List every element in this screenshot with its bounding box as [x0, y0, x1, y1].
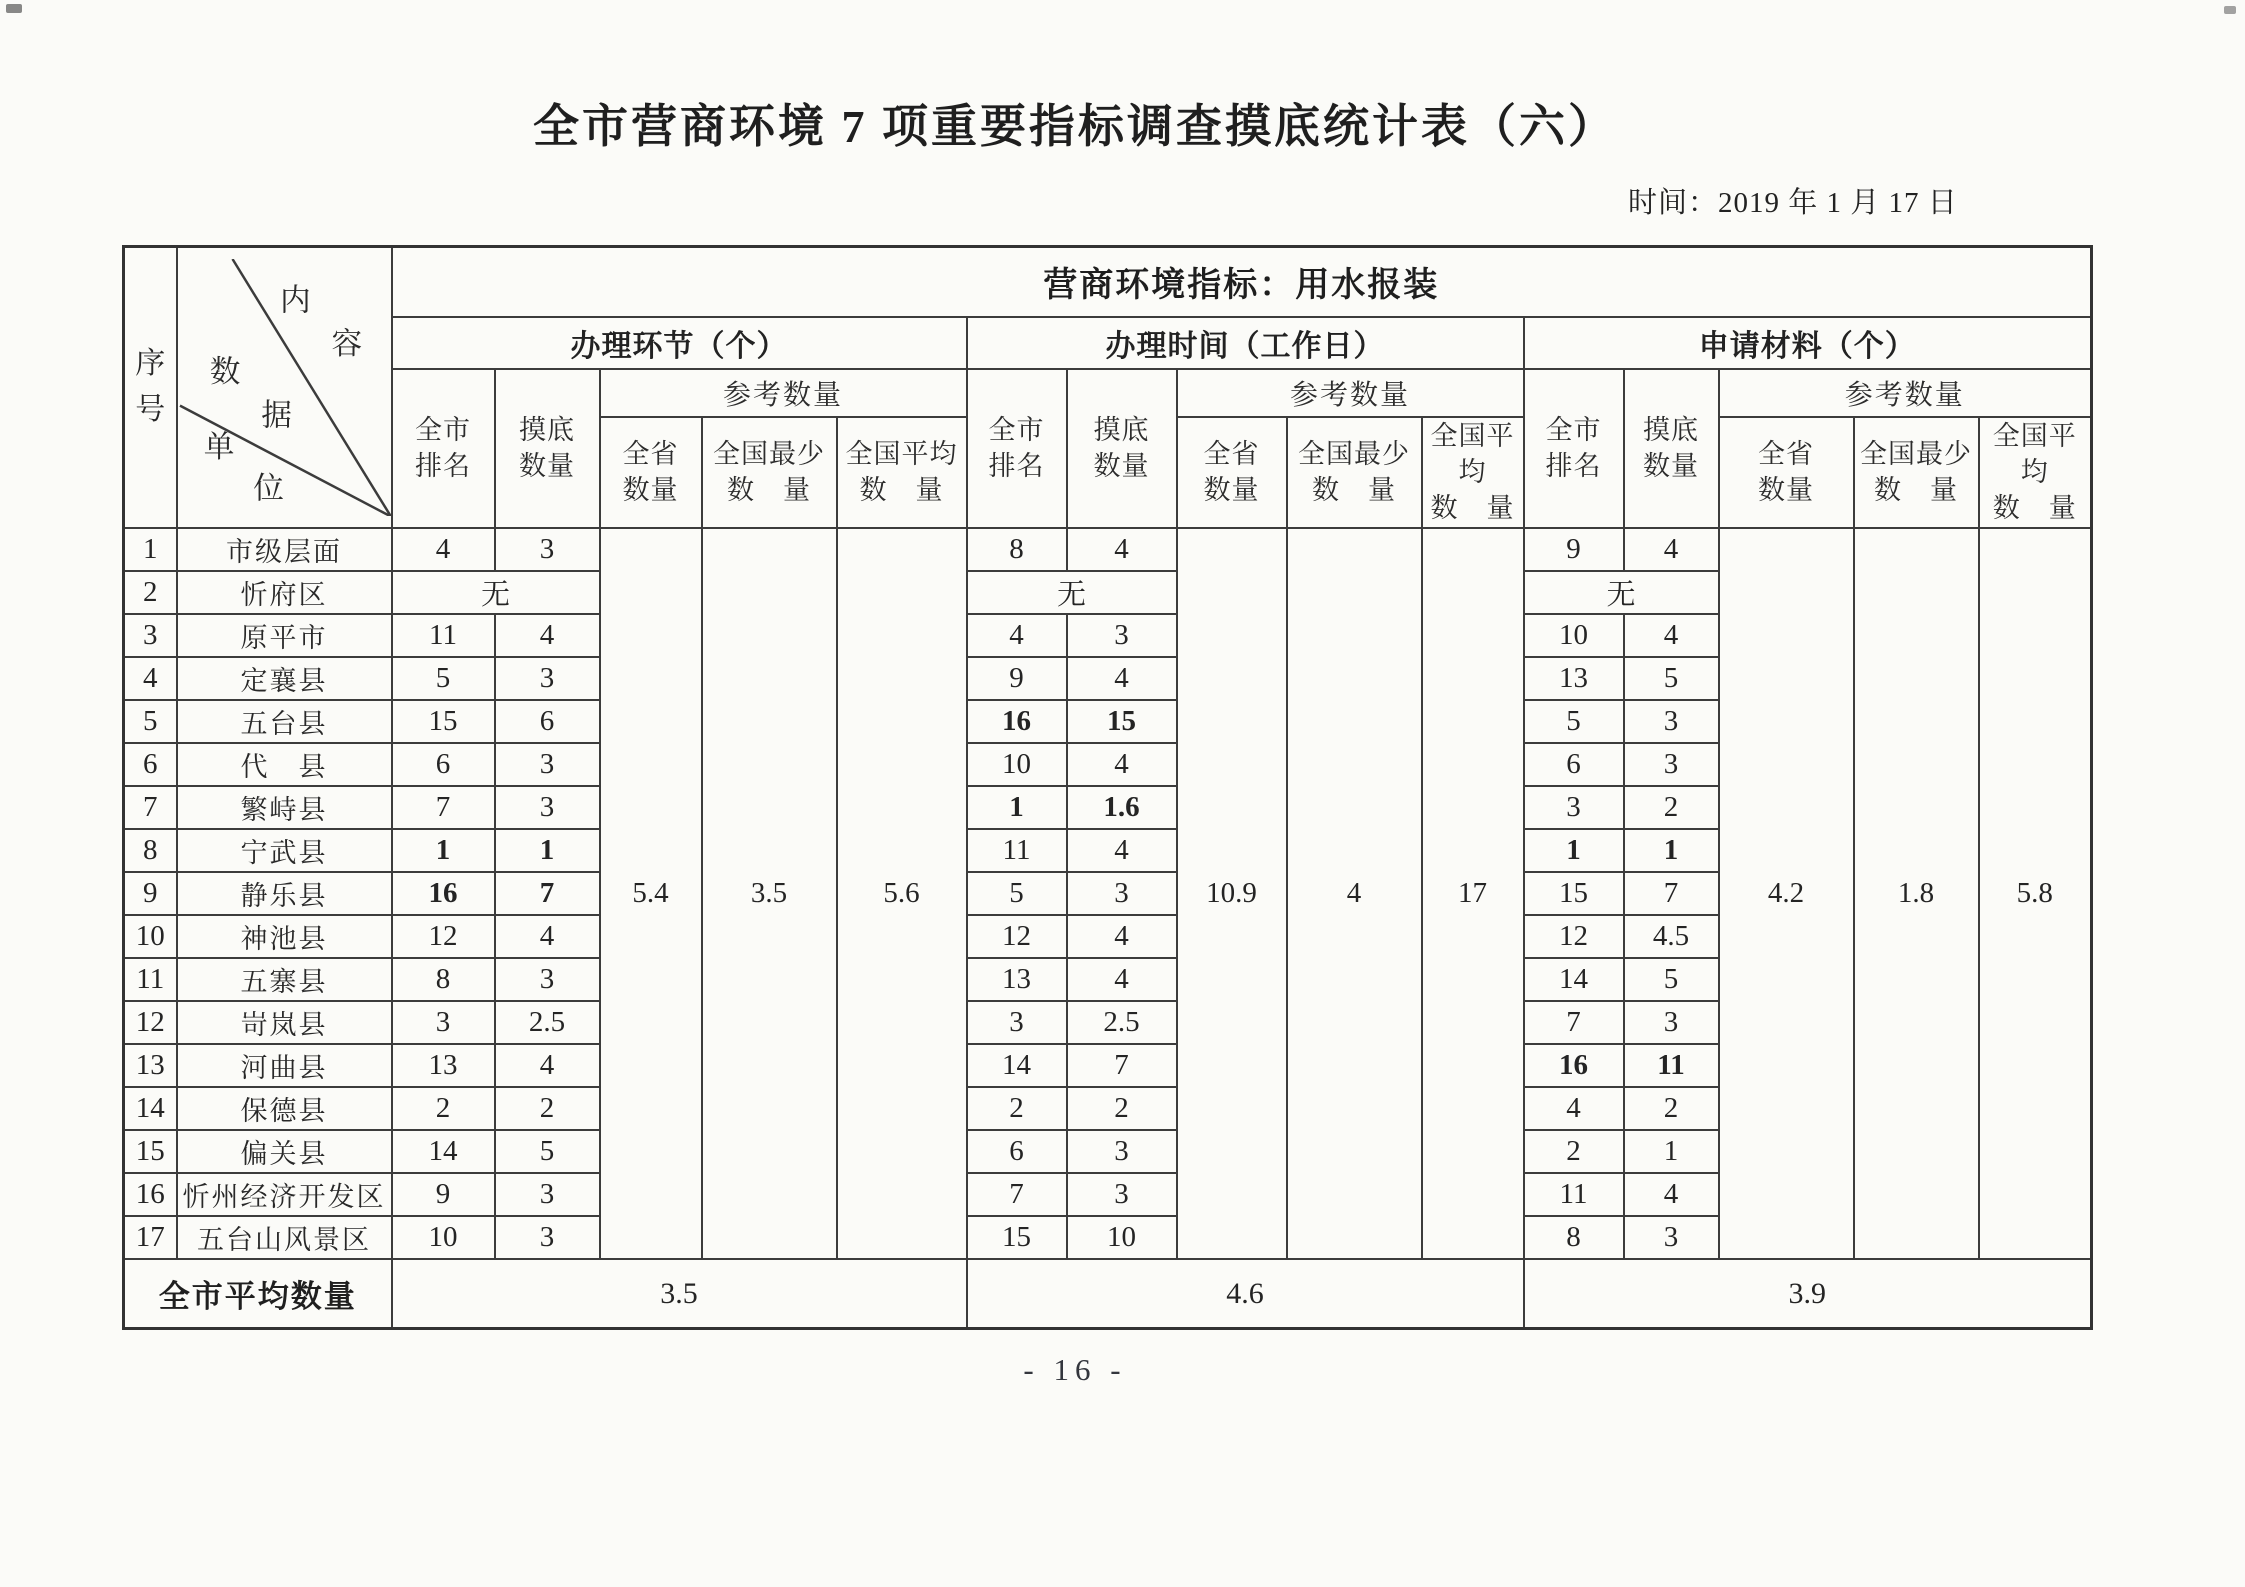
svg-text:单: 单: [203, 429, 234, 464]
cell-survey: 10: [1067, 1216, 1177, 1259]
row-name: 五寨县: [177, 958, 392, 1001]
cell-rank: 5: [392, 657, 495, 700]
cell-survey: 5: [1624, 657, 1719, 700]
cell-survey: 5: [495, 1130, 600, 1173]
cell-survey: 4: [1067, 657, 1177, 700]
page-title: 全市营商环境 7 项重要指标调查摸底统计表（六）: [533, 101, 1617, 152]
col-header-survey: 摸底 数量: [1624, 369, 1719, 528]
cell-survey: 6: [495, 700, 600, 743]
cell-survey: 3: [495, 786, 600, 829]
row-name: 宁武县: [177, 829, 392, 872]
cell-rank: 12: [1524, 915, 1624, 958]
cell-survey: 4: [495, 915, 600, 958]
row-name: 忻州经济开发区: [177, 1173, 392, 1216]
cell-reference: 1.8: [1854, 528, 1979, 1259]
svg-text:据: 据: [260, 398, 292, 433]
row-name: 五台县: [177, 700, 392, 743]
cell-survey: 4.5: [1624, 915, 1719, 958]
col-header-survey: 摸底 数量: [1067, 369, 1177, 528]
cell-rank: 11: [1524, 1173, 1624, 1216]
row-number: 5: [124, 700, 177, 743]
cell-rank: 14: [967, 1044, 1067, 1087]
seq-header-label: 序号: [135, 346, 166, 427]
cell-rank: 11: [392, 614, 495, 657]
cell-survey: 3: [1067, 872, 1177, 915]
cell-rank: 6: [1524, 743, 1624, 786]
cell-survey: 4: [1067, 829, 1177, 872]
cell-survey: 4: [1067, 958, 1177, 1001]
cell-survey: 15: [1067, 700, 1177, 743]
row-name: 岢岚县: [177, 1001, 392, 1044]
col-header-national-min: 全国最少 数 量: [702, 417, 837, 528]
scan-artifact: [2224, 6, 2236, 14]
cell-rank: 7: [967, 1173, 1067, 1216]
cell-rank: 2: [1524, 1130, 1624, 1173]
cell-rank: 4: [392, 528, 495, 571]
cell-survey: 2.5: [495, 1001, 600, 1044]
cell-rank: 3: [967, 1001, 1067, 1044]
cell-survey: 3: [495, 657, 600, 700]
cell-reference: 3.5: [702, 528, 837, 1259]
cell-rank: 16: [392, 872, 495, 915]
col-header-rank: 全市 排名: [967, 369, 1067, 528]
cell-rank: 13: [967, 958, 1067, 1001]
footer-row: [124, 1259, 2092, 1329]
cell-survey: 3: [1624, 1216, 1719, 1259]
row-number: 13: [124, 1044, 177, 1087]
row-number: 16: [124, 1173, 177, 1216]
cell-reference: 10.9: [1177, 528, 1287, 1259]
cell-rank: 3: [392, 1001, 495, 1044]
cell-survey: 7: [1067, 1044, 1177, 1087]
cell-rank: 5: [967, 872, 1067, 915]
cell-reference: 5.4: [600, 528, 702, 1259]
row-number: 3: [124, 614, 177, 657]
footer-avg-materials: 3.9: [1524, 1259, 2092, 1329]
row-number: 15: [124, 1130, 177, 1173]
svg-text:数: 数: [209, 354, 240, 389]
cell-none: 无: [967, 571, 1177, 614]
cell-survey: 4: [1624, 614, 1719, 657]
table-body: [124, 528, 2092, 1259]
col-header-national-avg: 全国平均 数 量: [1979, 417, 2092, 528]
cell-rank: 3: [1524, 786, 1624, 829]
row-number: 12: [124, 1001, 177, 1044]
cell-survey: 4: [495, 1044, 600, 1087]
cell-rank: 12: [967, 915, 1067, 958]
footer-label: 全市平均数量: [124, 1259, 392, 1329]
cell-survey: 4: [1067, 743, 1177, 786]
group-header-steps: 办理环节（个）: [392, 317, 967, 369]
cell-survey: 2.5: [1067, 1001, 1177, 1044]
cell-survey: 1: [495, 829, 600, 872]
cell-survey: 4: [495, 614, 600, 657]
cell-survey: 3: [1067, 614, 1177, 657]
row-number: 8: [124, 829, 177, 872]
table-corner-diagonal: [177, 247, 392, 528]
row-number: 2: [124, 571, 177, 614]
cell-survey: 4: [1067, 528, 1177, 571]
cell-survey: 1: [1624, 829, 1719, 872]
cell-rank: 10: [1524, 614, 1624, 657]
row-number: 6: [124, 743, 177, 786]
cell-rank: 7: [392, 786, 495, 829]
cell-rank: 4: [967, 614, 1067, 657]
row-number: 10: [124, 915, 177, 958]
row-number: 1: [124, 528, 177, 571]
row-number: 17: [124, 1216, 177, 1259]
cell-survey: 3: [1624, 700, 1719, 743]
cell-survey: 3: [1624, 743, 1719, 786]
cell-rank: 9: [392, 1173, 495, 1216]
cell-rank: 9: [967, 657, 1067, 700]
group-header-time: 办理时间（工作日）: [967, 317, 1524, 369]
group-header-materials: 申请材料（个）: [1524, 317, 2092, 369]
seq-header: [124, 247, 177, 528]
cell-survey: 3: [1067, 1173, 1177, 1216]
row-number: 9: [124, 872, 177, 915]
cell-rank: 15: [1524, 872, 1624, 915]
cell-rank: 2: [967, 1087, 1067, 1130]
svg-text:容: 容: [331, 326, 362, 361]
footer-avg-steps: 3.5: [392, 1259, 967, 1329]
col-header-national-avg: 全国平均 数 量: [837, 417, 967, 528]
row-number: 7: [124, 786, 177, 829]
table-row: [124, 528, 2092, 571]
cell-rank: 9: [1524, 528, 1624, 571]
cell-survey: 2: [1624, 786, 1719, 829]
svg-text:位: 位: [252, 471, 284, 506]
col-header-national-min: 全国最少 数 量: [1854, 417, 1979, 528]
col-header-province: 全省 数量: [600, 417, 702, 528]
indicator-row: [124, 247, 2092, 317]
cell-survey: 3: [495, 743, 600, 786]
row-name: 定襄县: [177, 657, 392, 700]
cell-survey: 3: [1067, 1130, 1177, 1173]
col-header-national-avg: 全国平均 数 量: [1422, 417, 1524, 528]
cell-rank: 15: [392, 700, 495, 743]
cell-survey: 1: [1624, 1130, 1719, 1173]
cell-survey: 4: [1624, 528, 1719, 571]
row-name: 保德县: [177, 1087, 392, 1130]
cell-reference: 4: [1287, 528, 1422, 1259]
cell-rank: 11: [967, 829, 1067, 872]
row-name: 偏关县: [177, 1130, 392, 1173]
row-name: 市级层面: [177, 528, 392, 571]
row-number: 14: [124, 1087, 177, 1130]
reference-header: 参考数量: [1177, 369, 1524, 417]
row-name: 代 县: [177, 743, 392, 786]
row-name: 五台山风景区: [177, 1216, 392, 1259]
col-header-national-min: 全国最少 数 量: [1287, 417, 1422, 528]
scan-artifact: [6, 4, 22, 13]
cell-rank: 16: [1524, 1044, 1624, 1087]
statistics-table: [122, 245, 2093, 1330]
cell-reference: 4.2: [1719, 528, 1854, 1259]
col-header-province: 全省 数量: [1719, 417, 1854, 528]
cell-rank: 12: [392, 915, 495, 958]
cell-rank: 13: [392, 1044, 495, 1087]
footer-avg-time: 4.6: [967, 1259, 1524, 1329]
cell-rank: 4: [1524, 1087, 1624, 1130]
cell-survey: 1.6: [1067, 786, 1177, 829]
cell-rank: 1: [1524, 829, 1624, 872]
cell-survey: 5: [1624, 958, 1719, 1001]
cell-reference: 17: [1422, 528, 1524, 1259]
subheader-row: [124, 369, 2092, 417]
col-header-survey: 摸底 数量: [495, 369, 600, 528]
cell-rank: 5: [1524, 700, 1624, 743]
col-header-rank: 全市 排名: [1524, 369, 1624, 528]
cell-rank: 8: [392, 958, 495, 1001]
indicator-header: 营商环境指标：用水报装: [392, 247, 2092, 317]
cell-rank: 1: [967, 786, 1067, 829]
cell-survey: 3: [495, 528, 600, 571]
cell-rank: 14: [1524, 958, 1624, 1001]
cell-rank: 8: [967, 528, 1067, 571]
cell-none: 无: [392, 571, 600, 614]
cell-rank: 15: [967, 1216, 1067, 1259]
cell-rank: 8: [1524, 1216, 1624, 1259]
cell-rank: 1: [392, 829, 495, 872]
svg-text:内: 内: [279, 283, 311, 318]
row-number: 4: [124, 657, 177, 700]
date-line: 时间：2019 年 1 月 17 日: [1628, 187, 1958, 219]
group-header-row: [124, 317, 2092, 369]
cell-rank: 7: [1524, 1001, 1624, 1044]
row-number: 11: [124, 958, 177, 1001]
cell-rank: 6: [392, 743, 495, 786]
cell-rank: 13: [1524, 657, 1624, 700]
cell-survey: 3: [495, 1216, 600, 1259]
cell-survey: 3: [495, 958, 600, 1001]
cell-rank: 2: [392, 1087, 495, 1130]
cell-survey: 2: [1067, 1087, 1177, 1130]
cell-survey: 3: [495, 1173, 600, 1216]
cell-none: 无: [1524, 571, 1719, 614]
cell-survey: 4: [1067, 915, 1177, 958]
reference-header: 参考数量: [600, 369, 967, 417]
cell-rank: 10: [392, 1216, 495, 1259]
col-header-province: 全省 数量: [1177, 417, 1287, 528]
row-name: 静乐县: [177, 872, 392, 915]
cell-reference: 5.8: [1979, 528, 2092, 1259]
page-number: - 16 -: [1023, 1352, 1127, 1387]
cell-rank: 6: [967, 1130, 1067, 1173]
row-name: 忻府区: [177, 571, 392, 614]
cell-survey: 3: [1624, 1001, 1719, 1044]
cell-survey: 7: [495, 872, 600, 915]
reference-header: 参考数量: [1719, 369, 2092, 417]
row-name: 原平市: [177, 614, 392, 657]
col-header-rank: 全市 排名: [392, 369, 495, 528]
cell-rank: 14: [392, 1130, 495, 1173]
row-name: 繁峙县: [177, 786, 392, 829]
row-name: 河曲县: [177, 1044, 392, 1087]
cell-rank: 10: [967, 743, 1067, 786]
cell-survey: 11: [1624, 1044, 1719, 1087]
cell-survey: 7: [1624, 872, 1719, 915]
row-name: 神池县: [177, 915, 392, 958]
cell-survey: 4: [1624, 1173, 1719, 1216]
cell-survey: 2: [1624, 1087, 1719, 1130]
cell-survey: 2: [495, 1087, 600, 1130]
cell-reference: 5.6: [837, 528, 967, 1259]
cell-rank: 16: [967, 700, 1067, 743]
